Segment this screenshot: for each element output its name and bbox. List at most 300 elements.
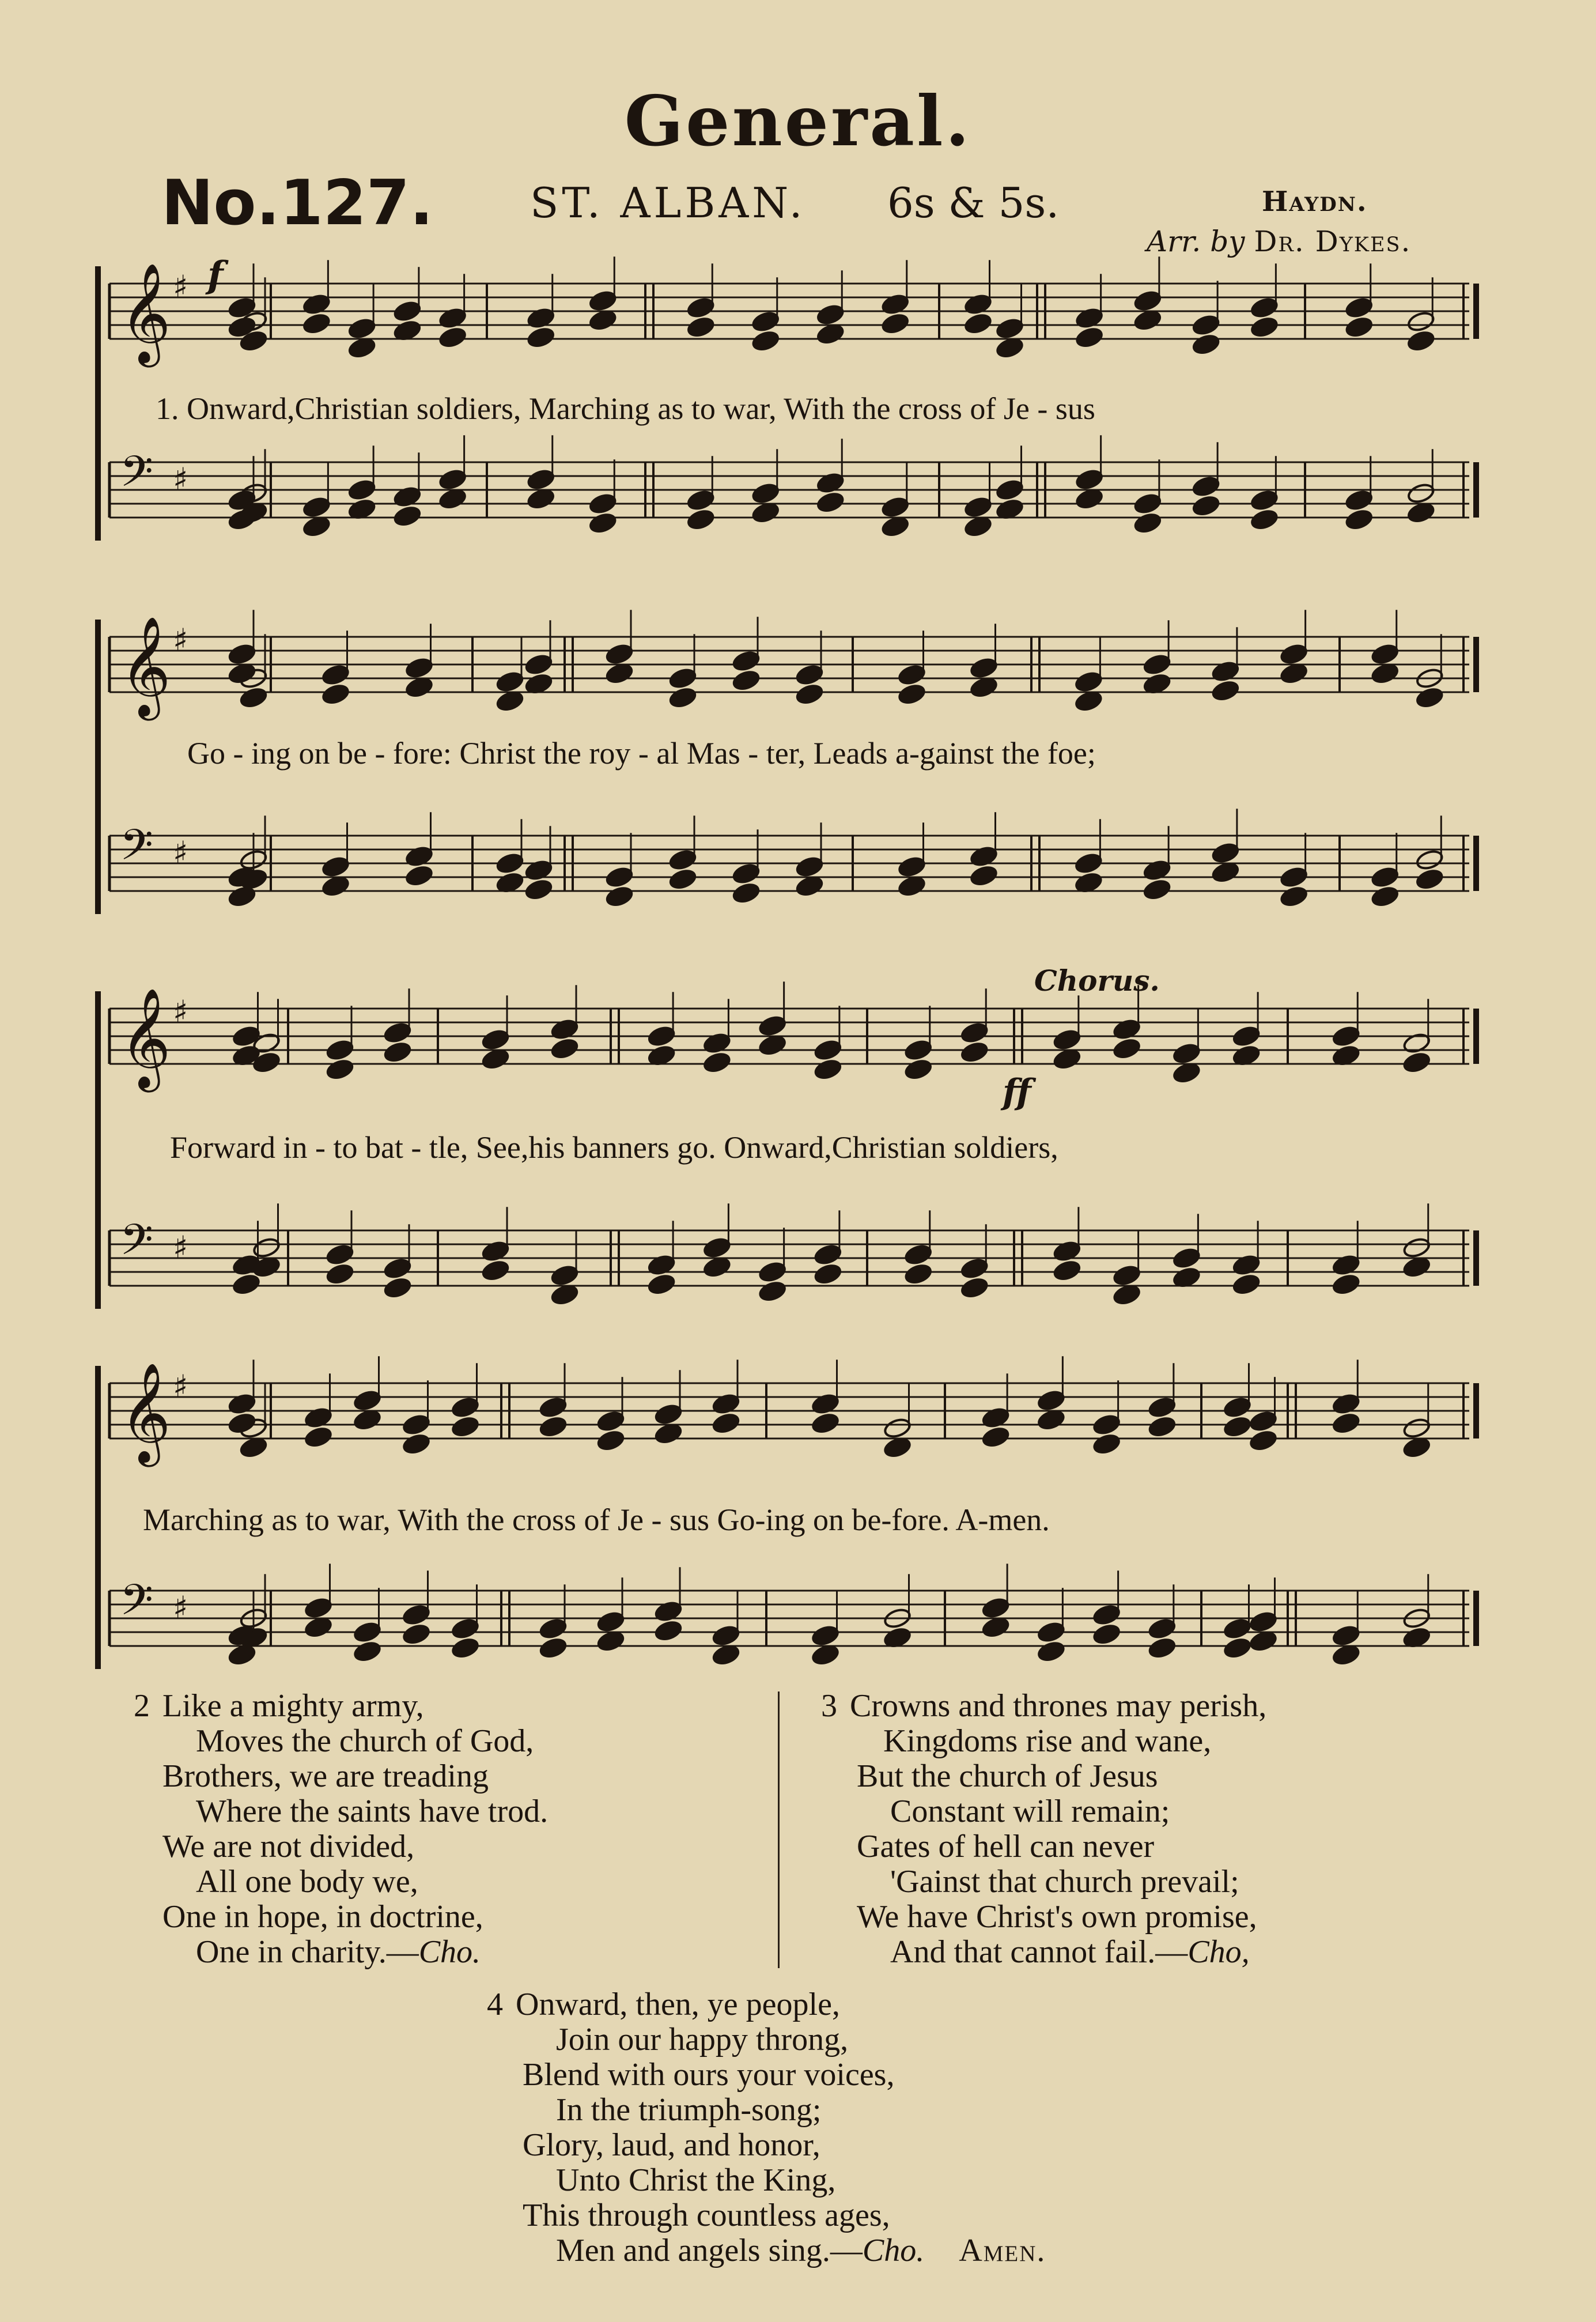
note-head — [1143, 653, 1171, 675]
note-head — [995, 337, 1024, 359]
note-head — [353, 1389, 381, 1411]
note-head — [347, 317, 376, 339]
bass-clef: 𝄢 — [120, 447, 153, 507]
verse-line: Constant will remain; — [890, 1794, 1170, 1829]
note-head — [881, 496, 910, 518]
note-head — [228, 296, 256, 319]
note-head — [1074, 690, 1103, 712]
note-head — [326, 1243, 354, 1266]
note-head — [1092, 1623, 1121, 1645]
key-signature: ♯ — [173, 461, 188, 497]
note-head — [1113, 1037, 1141, 1060]
note-head — [451, 1617, 479, 1640]
note-head — [1133, 309, 1162, 331]
note-head — [451, 1637, 479, 1659]
lyric-line-3: Forward in - to bat - tle, See,his banners go. Onward,Christian soldiers, — [170, 1130, 1058, 1165]
verse-line: One in charity.—Cho. — [196, 1934, 481, 1970]
note-head — [252, 1236, 281, 1259]
bass-clef: 𝄢 — [120, 1575, 153, 1636]
note-head — [811, 1392, 839, 1415]
note-head — [404, 656, 433, 679]
note-head — [1332, 1412, 1360, 1434]
note-head — [883, 1436, 912, 1459]
note-head — [228, 885, 256, 908]
note-head — [758, 1034, 787, 1056]
note-head — [605, 885, 634, 908]
verse-line: Kingdoms rise and wane, — [883, 1723, 1212, 1759]
note-head — [712, 1624, 740, 1647]
verse-line: In the triumph-song; — [556, 2092, 822, 2128]
note-head — [814, 1039, 842, 1061]
verse-line: 3 Crowns and thrones may perish, — [821, 1688, 1267, 1724]
treble-clef: 𝄞 — [120, 263, 171, 363]
note-head — [1402, 1417, 1431, 1439]
note-head — [1345, 316, 1374, 338]
note-head — [438, 468, 467, 490]
note-head — [1371, 866, 1400, 888]
note-head — [527, 468, 555, 490]
note-head — [321, 875, 350, 897]
note-head — [647, 1025, 676, 1047]
note-head — [1223, 1637, 1251, 1659]
key-signature: ♯ — [173, 269, 188, 305]
note-head — [1223, 1415, 1251, 1438]
note-head — [596, 1410, 625, 1432]
note-head — [795, 663, 824, 686]
note-head — [1192, 333, 1220, 356]
note-head — [1250, 508, 1279, 531]
note-head — [751, 482, 780, 504]
note-head — [1172, 1042, 1201, 1064]
note-head — [1211, 841, 1240, 864]
note-head — [232, 1273, 260, 1296]
verse-3 — [821, 1689, 1266, 1970]
note-head — [1371, 662, 1400, 685]
hymn-number: No.127. — [161, 167, 434, 239]
note-head — [588, 512, 617, 534]
note-head — [1053, 1028, 1081, 1051]
note-head — [383, 1277, 412, 1299]
dynamic-fortissimo: ff — [1003, 1072, 1031, 1112]
verse-line: We have Christ's own promise, — [857, 1899, 1257, 1935]
note-head — [1113, 1018, 1141, 1040]
note-head — [1250, 296, 1279, 319]
note-head — [654, 1422, 683, 1445]
verse-number: 2 — [134, 1688, 150, 1724]
note-head — [438, 326, 467, 349]
note-head — [302, 515, 331, 538]
chorus-label: Chorus. — [1034, 964, 1160, 998]
note-head — [1037, 1389, 1065, 1411]
bass-clef: 𝄢 — [120, 820, 153, 881]
note-head — [963, 293, 992, 315]
amen-label: Amen. — [959, 2233, 1046, 2268]
note-head — [451, 1396, 479, 1418]
note-head — [811, 1624, 839, 1647]
note-head — [1192, 475, 1220, 497]
chorus-reference: Cho. — [418, 1934, 481, 1970]
note-head — [1371, 885, 1400, 908]
note-head — [702, 1256, 731, 1278]
arranger-name: Dr. Dykes. — [1254, 225, 1412, 258]
note-head — [1113, 1283, 1141, 1306]
note-head — [732, 650, 761, 672]
note-head — [1074, 852, 1103, 874]
note-head — [302, 496, 331, 518]
verse-line: And that cannot fail.—Cho, — [890, 1934, 1250, 1970]
note-head — [1232, 1273, 1261, 1296]
note-head — [383, 1041, 412, 1063]
note-head — [795, 875, 824, 897]
verse-2 — [134, 1689, 548, 1970]
note-head — [816, 323, 845, 345]
note-head — [404, 845, 433, 867]
note-head — [1092, 1413, 1121, 1436]
key-signature: ♯ — [173, 1368, 188, 1404]
note-head — [228, 643, 256, 665]
verse-line: 4 Onward, then, ye people, — [487, 1987, 840, 2022]
note-head — [881, 515, 910, 538]
note-head — [550, 1037, 579, 1060]
note-head — [1402, 1032, 1431, 1054]
verse-line: This through countless ages, — [523, 2198, 890, 2233]
note-head — [981, 1406, 1010, 1429]
note-head — [897, 683, 926, 705]
note-head — [1402, 1051, 1431, 1074]
note-head — [758, 1260, 787, 1283]
note-head — [1402, 1256, 1431, 1278]
note-head — [960, 1021, 989, 1044]
note-head — [304, 1596, 332, 1619]
lyric-line-2: Go - ing on be - fore: Christ the roy - al Mas - ter, Leads a-gainst the foe; — [187, 736, 1096, 771]
note-head — [353, 1409, 381, 1431]
note-head — [228, 1392, 256, 1415]
note-head — [668, 868, 697, 890]
note-head — [481, 1028, 510, 1051]
note-head — [550, 1283, 579, 1306]
note-head — [758, 1280, 787, 1302]
note-head — [881, 312, 910, 335]
note-head — [995, 317, 1024, 339]
note-head — [1415, 848, 1444, 871]
note-head — [1406, 501, 1435, 524]
note-head — [1280, 866, 1308, 888]
note-head — [668, 667, 697, 689]
note-head — [751, 310, 780, 333]
note-head — [1371, 643, 1400, 665]
key-signature: ♯ — [173, 1589, 188, 1626]
note-head — [1053, 1048, 1081, 1070]
note-head — [1406, 330, 1435, 352]
note-head — [539, 1637, 568, 1659]
note-head — [1345, 489, 1374, 511]
key-signature: ♯ — [173, 1229, 188, 1266]
note-head — [304, 1406, 332, 1429]
note-head — [686, 489, 715, 511]
note-head — [1250, 489, 1279, 511]
note-head — [1172, 1062, 1201, 1084]
note-head — [304, 1616, 332, 1638]
note-head — [1211, 861, 1240, 884]
note-head — [702, 1051, 731, 1074]
note-head — [232, 1025, 260, 1047]
note-head — [1249, 1610, 1277, 1633]
note-head — [404, 864, 433, 887]
note-head — [904, 1039, 933, 1061]
note-head — [811, 1644, 839, 1666]
verse-line: Glory, laud, and honor, — [523, 2127, 820, 2163]
note-head — [1415, 868, 1444, 890]
note-head — [596, 1429, 625, 1452]
note-head — [1075, 326, 1104, 349]
note-head — [702, 1236, 731, 1259]
note-head — [605, 662, 634, 685]
note-head — [1113, 1264, 1141, 1286]
note-head — [1406, 482, 1435, 504]
note-head — [1332, 1253, 1360, 1276]
note-head — [814, 1243, 842, 1266]
note-head — [1148, 1415, 1177, 1438]
note-head — [321, 855, 350, 878]
note-head — [438, 307, 467, 329]
note-head — [795, 683, 824, 705]
note-head — [481, 1240, 510, 1262]
note-head — [883, 1417, 912, 1439]
note-head — [605, 866, 634, 888]
note-head — [402, 1603, 430, 1626]
key-signature: ♯ — [173, 835, 188, 871]
key-signature: ♯ — [173, 994, 188, 1030]
note-head — [1402, 1236, 1431, 1259]
note-head — [1037, 1640, 1065, 1663]
note-head — [304, 1426, 332, 1448]
note-head — [393, 505, 422, 527]
verse-line: 'Gainst that church prevail; — [890, 1864, 1239, 1900]
note-head — [481, 1259, 510, 1282]
note-head — [751, 501, 780, 524]
note-head — [897, 663, 926, 686]
note-head — [393, 485, 422, 508]
verse-line: One in hope, in doctrine, — [162, 1899, 483, 1935]
note-head — [1332, 1273, 1360, 1296]
note-head — [1345, 508, 1374, 531]
note-head — [963, 496, 992, 518]
note-head — [712, 1392, 740, 1415]
note-head — [605, 643, 634, 665]
note-head — [1249, 1630, 1277, 1652]
note-head — [1148, 1396, 1177, 1418]
note-head — [1075, 307, 1104, 329]
note-head — [1332, 1392, 1360, 1415]
note-head — [897, 875, 926, 897]
note-head — [712, 1412, 740, 1434]
note-head — [1172, 1247, 1201, 1269]
note-head — [383, 1257, 412, 1279]
arranger-prefix: Arr. by — [1147, 225, 1245, 258]
note-head — [1223, 1617, 1251, 1640]
note-head — [588, 309, 617, 331]
note-head — [588, 289, 617, 312]
note-head — [353, 1621, 381, 1643]
note-head — [814, 1263, 842, 1285]
note-head — [1211, 679, 1240, 702]
note-head — [732, 669, 761, 692]
verse-number: 4 — [487, 1987, 503, 2022]
note-head — [1192, 494, 1220, 517]
note-head — [496, 852, 524, 874]
note-head — [404, 676, 433, 699]
treble-clef: 𝄞 — [120, 616, 171, 716]
note-head — [321, 663, 350, 686]
key-signature: ♯ — [173, 622, 188, 658]
note-head — [751, 330, 780, 352]
note-head — [963, 312, 992, 335]
verse-line: Brothers, we are treading — [162, 1758, 489, 1794]
note-head — [647, 1273, 676, 1296]
note-head — [438, 488, 467, 510]
lyric-line-4: Marching as to war, With the cross of Je - sus Go-ing on be-fore. A-men. — [143, 1502, 1050, 1537]
note-head — [1406, 310, 1435, 333]
note-head — [1037, 1409, 1065, 1431]
note-head — [1415, 686, 1444, 709]
note-head — [795, 855, 824, 878]
treble-clef: 𝄞 — [120, 1362, 171, 1463]
note-head — [496, 690, 524, 712]
note-head — [758, 1014, 787, 1037]
note-head — [383, 1021, 412, 1044]
verse-line: Unto Christ the King, — [556, 2162, 836, 2198]
section-title: General. — [624, 81, 972, 162]
note-head — [1074, 670, 1103, 693]
note-head — [654, 1619, 683, 1642]
verse-line: Gates of hell can never — [857, 1829, 1155, 1864]
note-head — [302, 293, 331, 315]
note-head — [969, 656, 998, 679]
note-head — [588, 492, 617, 515]
note-head — [524, 859, 553, 881]
note-head — [1133, 492, 1162, 515]
tune-name: ST. ALBAN. — [530, 179, 806, 227]
note-head — [524, 653, 553, 675]
note-head — [1280, 643, 1308, 665]
note-head — [816, 491, 845, 514]
verse-divider — [778, 1692, 780, 1968]
note-head — [1053, 1259, 1081, 1282]
note-head — [995, 478, 1024, 501]
verse-line: Where the saints have trod. — [196, 1794, 549, 1829]
note-head — [1148, 1617, 1177, 1640]
note-head — [668, 848, 697, 871]
note-head — [1280, 662, 1308, 685]
note-head — [402, 1413, 430, 1436]
note-head — [1053, 1240, 1081, 1262]
composer: Haydn. — [1262, 186, 1368, 218]
note-head — [904, 1263, 933, 1285]
note-head — [550, 1264, 579, 1286]
note-head — [969, 864, 998, 887]
note-head — [1143, 859, 1171, 881]
verse-number: 3 — [821, 1688, 837, 1724]
note-head — [1249, 1429, 1277, 1452]
note-head — [654, 1403, 683, 1425]
note-head — [1223, 1396, 1251, 1418]
verse-line: 2 Like a mighty army, — [134, 1688, 424, 1724]
verse-line: Blend with ours your voices, — [523, 2057, 895, 2093]
note-head — [353, 1640, 381, 1663]
note-head — [654, 1600, 683, 1622]
note-head — [981, 1616, 1010, 1638]
note-head — [496, 670, 524, 693]
chorus-reference: Cho. — [862, 2233, 925, 2268]
verse-line: Men and angels sing.—Cho. Amen. — [556, 2233, 1046, 2268]
note-head — [647, 1253, 676, 1276]
note-head — [347, 337, 376, 359]
verse-4 — [487, 1987, 1046, 2268]
note-head — [347, 478, 376, 501]
note-head — [550, 1018, 579, 1040]
note-head — [686, 296, 715, 319]
note-head — [1402, 1436, 1431, 1459]
note-head — [326, 1058, 354, 1081]
note-head — [402, 1433, 430, 1455]
note-head — [1092, 1603, 1121, 1626]
note-head — [732, 862, 761, 885]
note-head — [1250, 316, 1279, 338]
note-head — [1133, 512, 1162, 534]
note-head — [326, 1263, 354, 1285]
note-head — [686, 508, 715, 531]
verse-line: Moves the church of God, — [196, 1723, 534, 1759]
note-head — [686, 316, 715, 338]
verse-line: We are not divided, — [162, 1829, 415, 1864]
note-head — [732, 882, 761, 904]
note-head — [816, 303, 845, 326]
note-head — [963, 515, 992, 538]
note-head — [1332, 1025, 1360, 1047]
note-head — [1232, 1253, 1261, 1276]
note-head — [596, 1630, 625, 1652]
note-head — [1148, 1637, 1177, 1659]
note-head — [539, 1617, 568, 1640]
note-head — [539, 1396, 568, 1418]
note-head — [1280, 885, 1308, 908]
note-head — [539, 1415, 568, 1438]
note-head — [228, 1644, 256, 1666]
note-head — [527, 488, 555, 510]
note-head — [816, 471, 845, 494]
note-head — [811, 1412, 839, 1434]
note-head — [1092, 1433, 1121, 1455]
note-head — [1037, 1621, 1065, 1643]
note-head — [981, 1426, 1010, 1448]
note-head — [668, 686, 697, 709]
note-head — [1143, 878, 1171, 901]
note-head — [897, 855, 926, 878]
note-head — [527, 307, 555, 329]
note-head — [881, 293, 910, 315]
note-head — [960, 1277, 989, 1299]
note-head — [969, 676, 998, 699]
note-head — [712, 1644, 740, 1666]
dynamic-forte: f — [207, 254, 224, 297]
note-head — [1345, 296, 1374, 319]
verse-line: All one body we, — [196, 1864, 418, 1900]
note-head — [302, 312, 331, 335]
note-head — [326, 1039, 354, 1061]
verse-line: Join our happy throng, — [556, 2022, 849, 2057]
note-head — [239, 686, 268, 709]
note-head — [814, 1058, 842, 1081]
